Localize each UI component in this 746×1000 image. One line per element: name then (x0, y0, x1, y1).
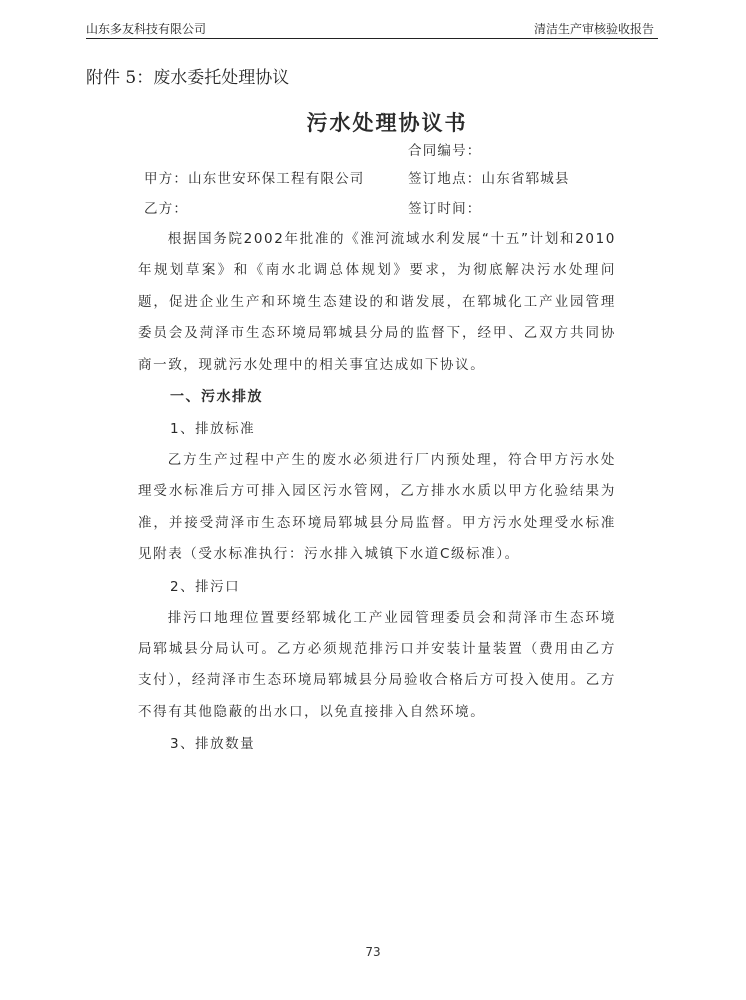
party-a: 甲方：山东世安环保工程有限公司 (144, 171, 365, 187)
page-header (86, 20, 658, 39)
page-number: 73 (365, 945, 381, 959)
sign-time: 签订时间： (408, 201, 482, 217)
scanned-agreement (138, 108, 616, 760)
contract-number-label: 合同编号： (408, 143, 482, 159)
party-a-row (138, 164, 616, 194)
discharge-standard-paragraph: 乙方生产过程中产生的废水必须进行厂内预处理，符合甲方污水处理受水标准后方可排入园区污水管网，乙方排水水质以甲方化验结果为准，并接受菏泽市生态环境局郓城县分局监督。甲方污水处理受水标准见附表（受水标准执行：污水排入城镇下水道C级标准）。 (138, 452, 616, 563)
attachment-title: 附件 5：废水委托处理协议 (86, 68, 290, 88)
section-heading: 一、污水排放 (170, 389, 263, 406)
intro-paragraph: 根据国务院2002年批准的《淮河流域水利发展“十五”计划和2010年规划草案》和《南水北调总体规划》要求，为彻底解决污水处理问题，促进企业生产和环境生态建设的和谐发展，在郓城化工产业园管理委员会及菏泽市生态环境局郓城县分局的监督下，经甲、乙双方共同协商一致，现就污水处理中的相关事宜达成如下协议。 (138, 231, 616, 373)
header-report-title: 清洁生产审核验收报告 (533, 22, 654, 36)
subsection-heading: 2、排污口 (170, 578, 241, 595)
outfall-paragraph: 排污口地理位置要经郓城化工产业园管理委员会和菏泽市生态环境局郓城县分局认可。乙方必须规范排污口并安装计量装置（费用由乙方支付），经菏泽市生态环境局郓城县分局验收合格后方可投入使用。乙方不得有其他隐蔽的出水口，以免直接排入自然环境。 (138, 609, 616, 720)
party-b-row (138, 194, 616, 224)
agreement-title: 污水处理协议书 (306, 111, 468, 135)
header-company: 山东多友科技有限公司 (86, 22, 207, 36)
subsection-heading: 3、排放数量 (170, 736, 256, 753)
party-b: 乙方： (144, 201, 189, 217)
sign-place: 签订地点：山东省郓城县 (408, 171, 570, 187)
subsection-heading: 1、排放标准 (170, 421, 256, 438)
